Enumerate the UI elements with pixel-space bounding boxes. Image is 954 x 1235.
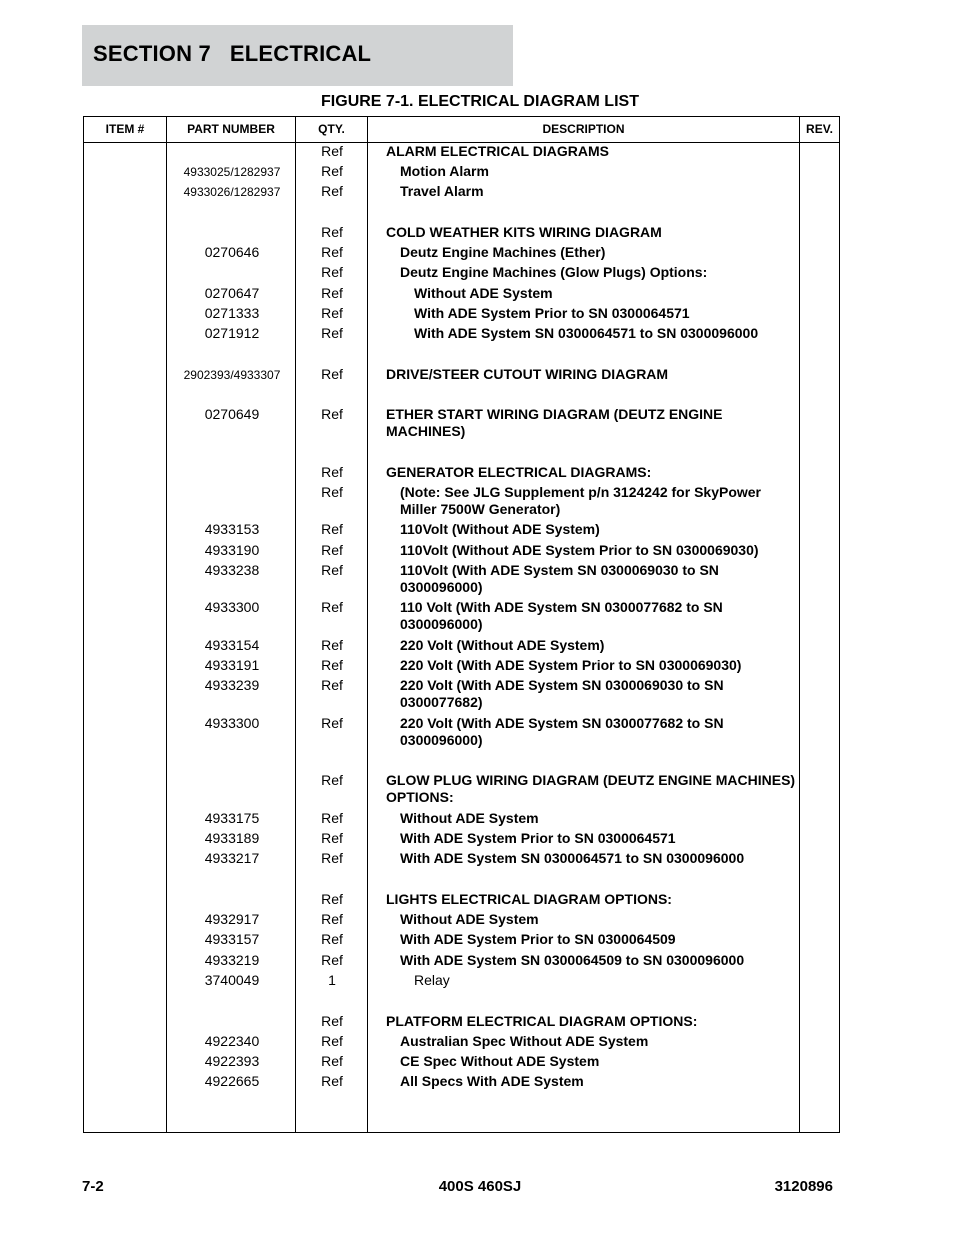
description: All Specs With ADE System: [400, 1073, 584, 1089]
section-header: [82, 25, 513, 86]
header-description: DESCRIPTION: [542, 122, 625, 136]
description: With ADE System SN 0300064571 to SN 0300096000: [400, 850, 745, 866]
quantity: Ref: [321, 911, 343, 927]
description: 110Volt (Without ADE System): [400, 521, 600, 537]
description: ALARM ELECTRICAL DIAGRAMS: [386, 143, 609, 159]
description: 220 Volt (Without ADE System): [400, 637, 605, 653]
quantity: Ref: [321, 406, 343, 422]
quantity: Ref: [321, 715, 343, 731]
part-number: 4933219: [204, 952, 260, 968]
part-number: 4933154: [204, 637, 260, 653]
quantity: Ref: [321, 244, 343, 260]
description: ETHER START WIRING DIAGRAM (DEUTZ ENGINE MACHINES): [386, 406, 723, 439]
footer-page-number: 7-2: [82, 1178, 104, 1195]
description: DRIVE/STEER CUTOUT WIRING DIAGRAM: [386, 366, 669, 382]
description: GLOW PLUG WIRING DIAGRAM (DEUTZ ENGINE MACHINES) OPTIONS:: [386, 772, 796, 805]
description: 220 Volt (With ADE System SN 0300069030 to SN 0300077682): [400, 677, 724, 710]
quantity: Ref: [321, 325, 343, 341]
quantity: Ref: [321, 1033, 343, 1049]
description: With ADE System Prior to SN 0300064509: [400, 931, 676, 947]
description: 110Volt (Without ADE System Prior to SN 0300069030): [400, 542, 759, 558]
quantity: 1: [328, 972, 336, 988]
part-number: 0271912: [204, 325, 260, 341]
description: CE Spec Without ADE System: [400, 1053, 600, 1069]
part-number: 4922340: [204, 1033, 260, 1049]
quantity: Ref: [321, 264, 343, 280]
quantity: Ref: [321, 366, 343, 382]
description: COLD WEATHER KITS WIRING DIAGRAM: [386, 224, 662, 240]
quantity: Ref: [321, 542, 343, 558]
quantity: Ref: [321, 521, 343, 537]
part-number: 0270647: [204, 285, 260, 301]
part-number: 4933157: [204, 931, 260, 947]
quantity: Ref: [321, 772, 343, 788]
description: With ADE System Prior to SN 0300064571: [414, 305, 690, 321]
header-rev: REV.: [806, 122, 833, 136]
part-number: 0270646: [204, 244, 260, 260]
quantity: Ref: [321, 830, 343, 846]
quantity: Ref: [321, 1013, 343, 1029]
description: Without ADE System: [414, 285, 553, 301]
quantity: Ref: [321, 599, 343, 615]
header-qty: QTY.: [318, 122, 345, 136]
column-divider: [166, 117, 167, 1132]
description: GENERATOR ELECTRICAL DIAGRAMS:: [386, 464, 652, 480]
quantity: Ref: [321, 562, 343, 578]
description: With ADE System SN 0300064509 to SN 0300096000: [400, 952, 745, 968]
description: Deutz Engine Machines (Glow Plugs) Options:: [400, 264, 708, 280]
part-number: 4932917: [204, 911, 260, 927]
column-divider: [799, 117, 800, 1132]
part-number: 4922665: [204, 1073, 260, 1089]
quantity: Ref: [321, 810, 343, 826]
description: 110 Volt (With ADE System SN 0300077682 to SN 0300096000): [400, 599, 723, 632]
part-number: 4922393: [204, 1053, 260, 1069]
quantity: Ref: [321, 931, 343, 947]
quantity: Ref: [321, 484, 343, 500]
quantity: Ref: [321, 464, 343, 480]
parts-table: [83, 116, 840, 1133]
description: Without ADE System: [400, 911, 539, 927]
description: 220 Volt (With ADE System Prior to SN 0300069030): [400, 657, 742, 673]
section-title: SECTION 7 ELECTRICAL: [93, 41, 372, 66]
quantity: Ref: [321, 891, 343, 907]
part-number: 2902393/4933307: [183, 368, 281, 382]
footer-model: 400S 460SJ: [438, 1178, 522, 1195]
description: Relay: [414, 972, 450, 988]
quantity: Ref: [321, 183, 343, 199]
header-part-number: PART NUMBER: [187, 122, 275, 136]
part-number: 4933217: [204, 850, 260, 866]
description: Australian Spec Without ADE System: [400, 1033, 649, 1049]
description: 220 Volt (With ADE System SN 0300077682 to SN 0300096000): [400, 715, 724, 748]
part-number: 4933300: [204, 599, 260, 615]
part-number: 4933025/1282937: [183, 165, 281, 179]
part-number: 3740049: [204, 972, 260, 988]
part-number: 4933026/1282937: [183, 185, 281, 199]
part-number: 4933190: [204, 542, 260, 558]
quantity: Ref: [321, 677, 343, 693]
description: Motion Alarm: [400, 163, 489, 179]
quantity: Ref: [321, 1073, 343, 1089]
quantity: Ref: [321, 143, 343, 159]
quantity: Ref: [321, 305, 343, 321]
quantity: Ref: [321, 657, 343, 673]
description: Without ADE System: [400, 810, 539, 826]
part-number: 4933300: [204, 715, 260, 731]
description: Deutz Engine Machines (Ether): [400, 244, 606, 260]
part-number: 0270649: [204, 406, 260, 422]
quantity: Ref: [321, 224, 343, 240]
description: With ADE System Prior to SN 0300064571: [400, 830, 676, 846]
figure-title: FIGURE 7-1. ELECTRICAL DIAGRAM LIST: [321, 93, 639, 110]
quantity: Ref: [321, 1053, 343, 1069]
part-number: 4933238: [204, 562, 260, 578]
quantity: Ref: [321, 163, 343, 179]
part-number: 4933191: [204, 657, 260, 673]
part-number: 4933153: [204, 521, 260, 537]
description: (Note: See JLG Supplement p/n 3124242 for SkyPower Miller 7500W Generator): [400, 484, 761, 517]
quantity: Ref: [321, 285, 343, 301]
description: Travel Alarm: [400, 183, 484, 199]
part-number: 0271333: [204, 305, 260, 321]
quantity: Ref: [321, 637, 343, 653]
footer-doc-number: 3120896: [774, 1178, 833, 1195]
quantity: Ref: [321, 952, 343, 968]
part-number: 4933239: [204, 677, 260, 693]
description: With ADE System SN 0300064571 to SN 0300096000: [414, 325, 759, 341]
description: PLATFORM ELECTRICAL DIAGRAM OPTIONS:: [386, 1013, 698, 1029]
part-number: 4933189: [204, 830, 260, 846]
header-item: ITEM #: [105, 122, 145, 136]
quantity: Ref: [321, 850, 343, 866]
part-number: 4933175: [204, 810, 260, 826]
description: LIGHTS ELECTRICAL DIAGRAM OPTIONS:: [386, 891, 672, 907]
description: 110Volt (With ADE System SN 0300069030 to SN 0300096000): [400, 562, 719, 595]
